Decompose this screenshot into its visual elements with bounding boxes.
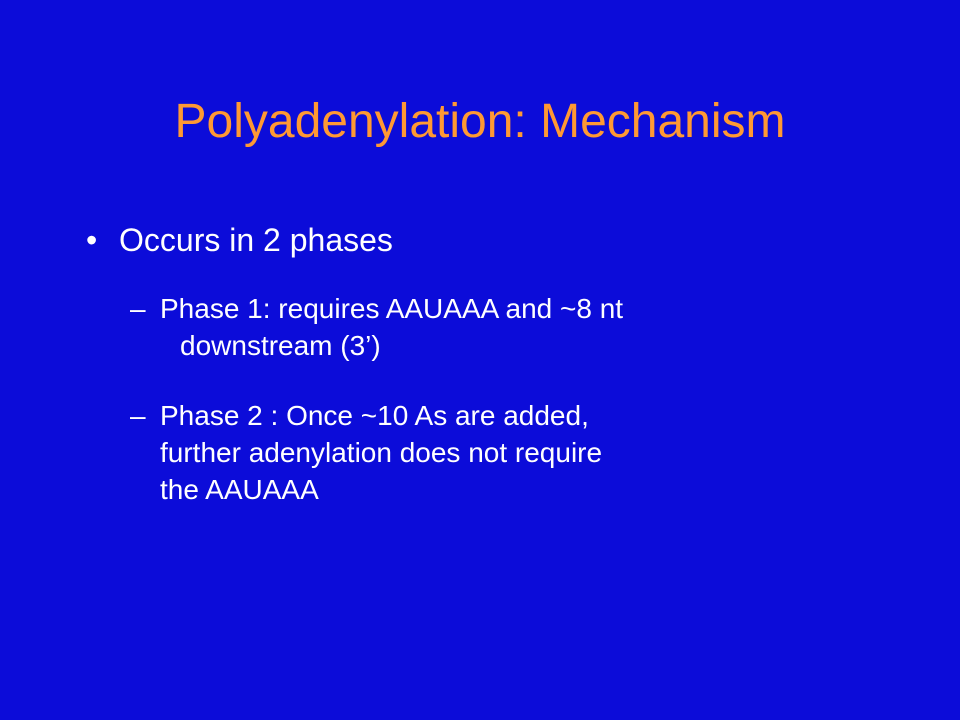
sub-bullet-line: further adenylation does not require (160, 437, 603, 468)
sub-bullet-marker: – (130, 293, 146, 324)
bullet-marker: • (86, 222, 98, 258)
slide-title: Polyadenylation: Mechanism (174, 95, 786, 148)
sub-bullet-line: downstream (3’) (180, 330, 381, 361)
sub-bullet-marker: – (130, 400, 146, 431)
sub-bullet-line: Phase 2 : Once ~10 As are added, (160, 400, 589, 431)
sub-bullet-line: the AAUAAA (160, 474, 319, 505)
bullet-text: Occurs in 2 phases (119, 222, 393, 258)
sub-bullet-line: Phase 1: requires AAUAAA and ~8 nt (160, 293, 624, 324)
